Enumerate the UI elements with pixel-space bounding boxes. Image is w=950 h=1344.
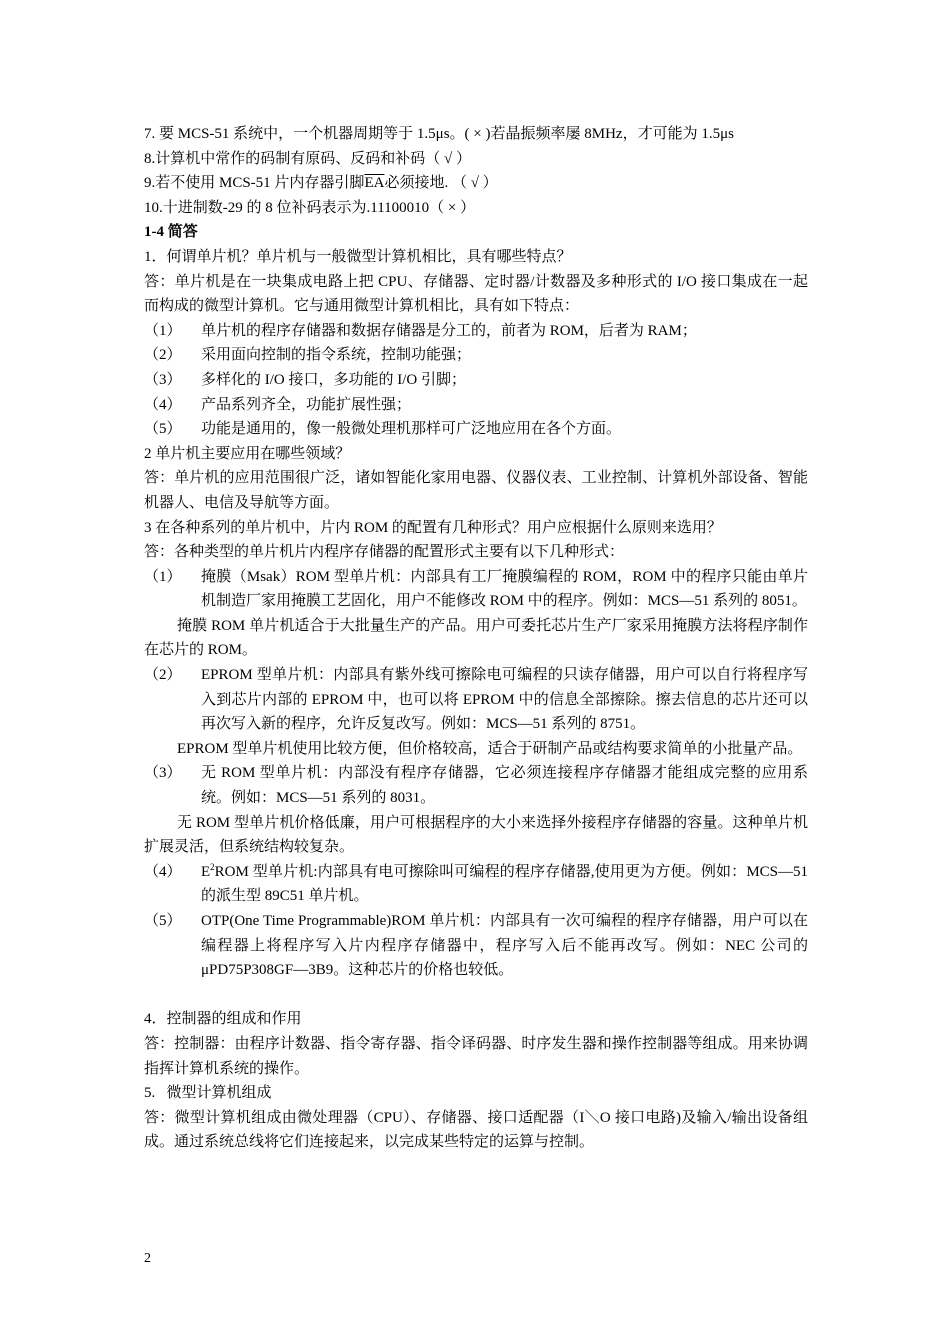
list-item-note: EPROM 型单片机使用比较方便，但价格较高，适合于研制产品或结构要求简单的小批量产品。: [177, 740, 803, 757]
document-page: [144, 122, 808, 1155]
answer-4: 答：控制器：由程序计数器、指令寄存器、指令译码器、时序发生器和操作控制器等组成。用来协调指挥计算机系统的操作。: [144, 1035, 808, 1077]
answer-2: 答：单片机的应用范围很广泛，诸如智能化家用电器、仪器仪表、工业控制、计算机外部设备、智能机器人、电信及导航等方面。: [144, 470, 808, 511]
answer-3: 答：各种类型的单片机片内程序存储器的配置形式主要有以下几种形式：: [144, 544, 625, 561]
list-item: （5） 功能是通用的，像一般微处理机那样可广泛地应用在各个方面。: [144, 421, 622, 438]
answer-1: 答：单片机是在一块集成电路上把 CPU、存储器、定时器/计数器及多种形式的 I/O 接口集成在一起而构成的微型计算机。它与通用微型计算机相比，具有如下特点：: [144, 273, 808, 315]
question-3: 3 在各种系列的单片机中，片内 ROM 的配置有几种形式？用户应根据什么原则来选用？: [144, 519, 722, 536]
list-item: （1） 单片机的程序存储器和数据存储器是分工的，前者为 ROM，后者为 RAM；: [144, 322, 697, 339]
line-q9-part1: 9.若不使用 MCS-51 片内存器引脚: [144, 175, 365, 192]
list-item: （3） 无 ROM 型单片机：内部没有程序存储器，它必须连接程序存储器才能组成完整的应用系统。例如：MCS—51 系列的 8031。: [144, 765, 808, 807]
list-item-note: 无 ROM 型单片机价格低廉，用户可根据程序的大小来选择外接程序存储器的容量。这种单片机扩展灵活，但系统结构较复杂。: [144, 814, 808, 856]
line-q8: 8.计算机中常作的码制有原码、反码和补码（ √ ）: [144, 150, 471, 167]
question-2: 2 单片机主要应用在哪些领域？: [144, 445, 351, 462]
line-q9-part2: 必须接地. （ √ ）: [384, 175, 498, 192]
answer-5: 答：微型计算机组成由微处理器（CPU）、存储器、接口适配器（I＼O 接口电路)及输入/输出设备组成。通过系统总线将它们连接起来，以完成某些特定的运算与控制。: [144, 1109, 808, 1151]
list-item: （5） OTP(One Time Programmable)ROM 单片机：内部具有一次可编程的程序存储器，用户可以在编程器上将程序写入片内程序存储器中，程序写入后不能再改写。例如：NEC 公司的 μPD75P308GF—3B9。这种芯片的价格也较低。: [144, 913, 808, 979]
section-heading: 1-4 简答: [144, 224, 198, 241]
line-q9: [144, 171, 808, 196]
question-1: 1．何谓单片机？单片机与一般微型计算机相比，具有哪些特点？: [144, 248, 572, 265]
line-q7: 7. 要 MCS-51 系统中，一个机器周期等于 1.5μs。( × )若晶振频率屡 8MHz，才可能为 1.5μs: [144, 126, 734, 142]
list-item: （2） EPROM 型单片机：内部具有紫外线可擦除电可编程的只读存储器，用户可以自行将程序写入到芯片内部的 EPROM 中，也可以将 EPROM 中的信息全部擦除。擦去信息的芯片还可以再次写入新的程序，允许反复改写。例如：MCS—51 系列的 8751。: [144, 667, 808, 733]
list-item-note: 掩膜 ROM 单片机适合于大批量生产的产品。用户可委托芯片生产厂家采用掩膜方法将程序制作在芯片的 ROM。: [144, 617, 808, 659]
question-5: 5. 微型计算机组成: [144, 1085, 272, 1102]
page-number: 2: [144, 1251, 151, 1266]
question-4: 4．控制器的组成和作用: [144, 1011, 302, 1028]
list-item: （4） $E^2ROM$ 型单片机:内部具有电可擦除叫可编程的程序存储器,使用更为方便。例如：MCS—51 的派生型 89C51 单片机。: [144, 861, 808, 905]
list-item: （3） 多样化的 I/O 接口，多功能的 I/O 引脚；: [144, 371, 466, 388]
line-q10: 10.十进制数-29 的 8 位补码表示为.11100010（ × ）: [144, 199, 476, 216]
blank-line: [144, 983, 808, 1008]
list-item: （1） 掩膜（Msak）ROM 型单片机：内部具有工厂掩膜编程的 ROM，ROM 中的程序只能由单片机制造厂家用掩膜工艺固化，用户不能修改 ROM 中的程序。例如：MCS—51 系列的 8051。: [144, 568, 808, 610]
ea-pin: $\overline{EA}$: [364, 175, 385, 192]
list-item: （4） 产品系列齐全，功能扩展性强；: [144, 396, 412, 413]
list-item: （2） 采用面向控制的指令系统，控制功能强；: [144, 347, 472, 364]
